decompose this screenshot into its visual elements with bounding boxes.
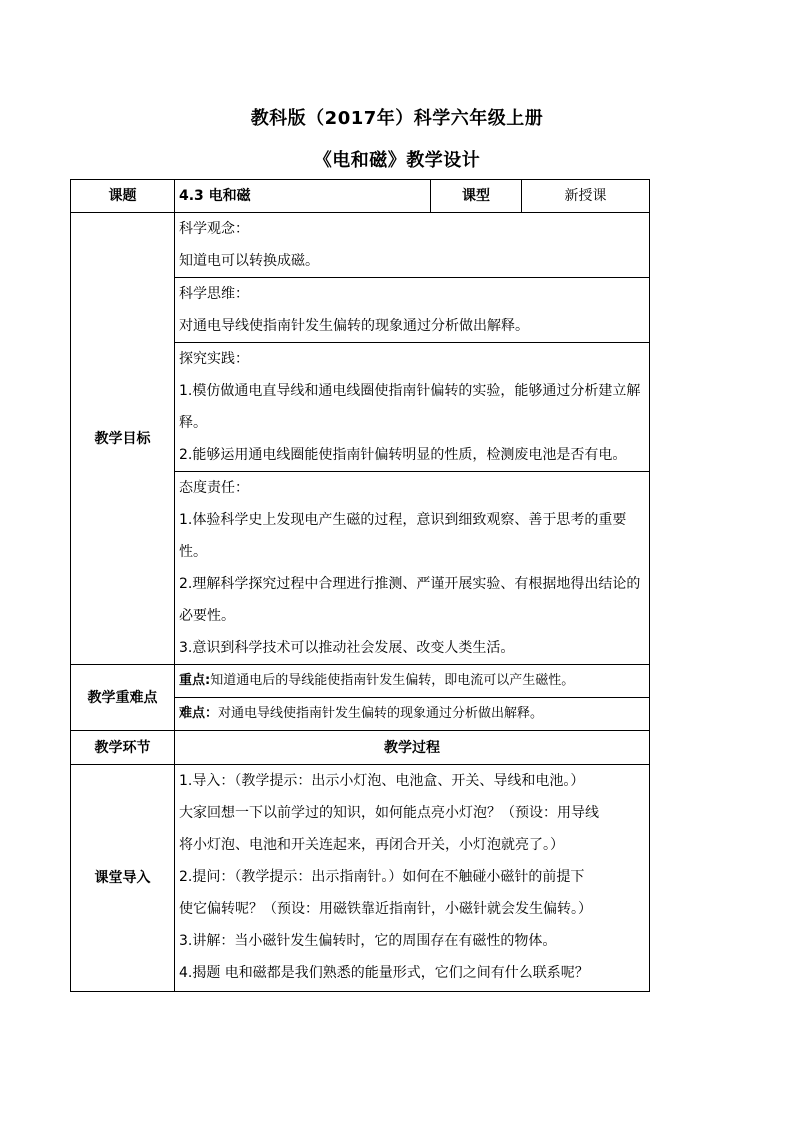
objectives-label: 教学目标 xyxy=(71,213,175,665)
key-point-label: 重点: xyxy=(179,673,211,688)
intro-line: 大家回想一下以前学过的知识，如何能点亮小灯泡？（预设：用导线 xyxy=(179,805,599,821)
intro-line: 2.提问：（教学提示：出示指南针。）如何在不触碰小磁针的前提下 xyxy=(179,869,585,885)
intro-line: 3.讲解：当小磁针发生偏转时，它的周围存在有磁性的物体。 xyxy=(179,933,557,949)
objective-text: 对通电导线使指南针发生偏转的现象通过分析做出解释。 xyxy=(179,318,529,334)
objective-heading: 科学观念： xyxy=(179,221,249,237)
keypoint-row xyxy=(71,665,650,698)
document-subtitle: 《电和磁》教学设计 xyxy=(313,150,481,171)
document-title: 教科版（2017年）科学六年级上册 xyxy=(250,108,544,129)
objective-row-concept xyxy=(71,213,650,278)
intro-line: 4.揭题 电和磁都是我们熟悉的能量形式，它们之间有什么联系呢？ xyxy=(179,965,589,981)
objective-text: 2.理解科学探究过程中合理进行推测、严谨开展实验、有根据地得出结论的必要性。 xyxy=(179,576,641,624)
objective-text: 1.模仿做通电直导线和通电线圈使指南针偏转的实验，能够通过分析建立解释。 xyxy=(179,383,641,431)
objective-text: 3.意识到科学技术可以推动社会发展、改变人类生活。 xyxy=(179,640,515,656)
keypoints-label: 教学重难点 xyxy=(71,665,175,731)
topic-value: 4.3 电和磁 xyxy=(175,180,431,213)
intro-line: 1.导入：（教学提示：出示小灯泡、电池盒、开关、导线和电池。） xyxy=(179,773,585,789)
intro-content xyxy=(175,765,650,992)
intro-label: 课堂导入 xyxy=(71,765,175,992)
difficult-point-label: 难点： xyxy=(179,706,219,721)
objective-block-thinking xyxy=(175,278,650,343)
intro-line: 使它偏转呢？（预设：用磁铁靠近指南针，小磁针就会发生偏转。） xyxy=(179,901,592,917)
objective-heading: 探究实践： xyxy=(179,351,249,367)
topic-row xyxy=(71,180,650,213)
difficult-point xyxy=(175,698,650,731)
objective-heading: 态度责任： xyxy=(179,480,249,496)
lesson-plan-table xyxy=(70,179,650,992)
objective-text: 1.体验科学史上发现电产生磁的过程，意识到细致观察、善于思考的重要性。 xyxy=(179,512,627,560)
key-point xyxy=(175,665,650,698)
type-label: 课型 xyxy=(431,180,522,213)
objective-block-concept xyxy=(175,213,650,278)
stage-header: 教学环节 xyxy=(71,731,175,765)
objective-heading: 科学思维： xyxy=(179,286,249,302)
intro-line: 将小灯泡、电池和开关连起来，再闭合开关，小灯泡就亮了。） xyxy=(179,837,564,853)
intro-row xyxy=(71,765,650,992)
process-header: 教学过程 xyxy=(175,731,650,765)
process-header-row xyxy=(71,731,650,765)
objective-text: 知道电可以转换成磁。 xyxy=(179,253,319,269)
topic-label: 课题 xyxy=(71,180,175,213)
type-value: 新授课 xyxy=(522,180,650,213)
key-point-text: 知道通电后的导线能使指南针发生偏转，即电流可以产生磁性。 xyxy=(210,673,575,688)
difficult-point-text: 对通电导线使指南针发生偏转的现象通过分析做出解释。 xyxy=(218,706,544,721)
objective-block-practice xyxy=(175,343,650,472)
objective-text: 2.能够运用通电线圈能使指南针偏转明显的性质，检测废电池是否有电。 xyxy=(179,447,627,463)
objective-block-attitude xyxy=(175,472,650,665)
